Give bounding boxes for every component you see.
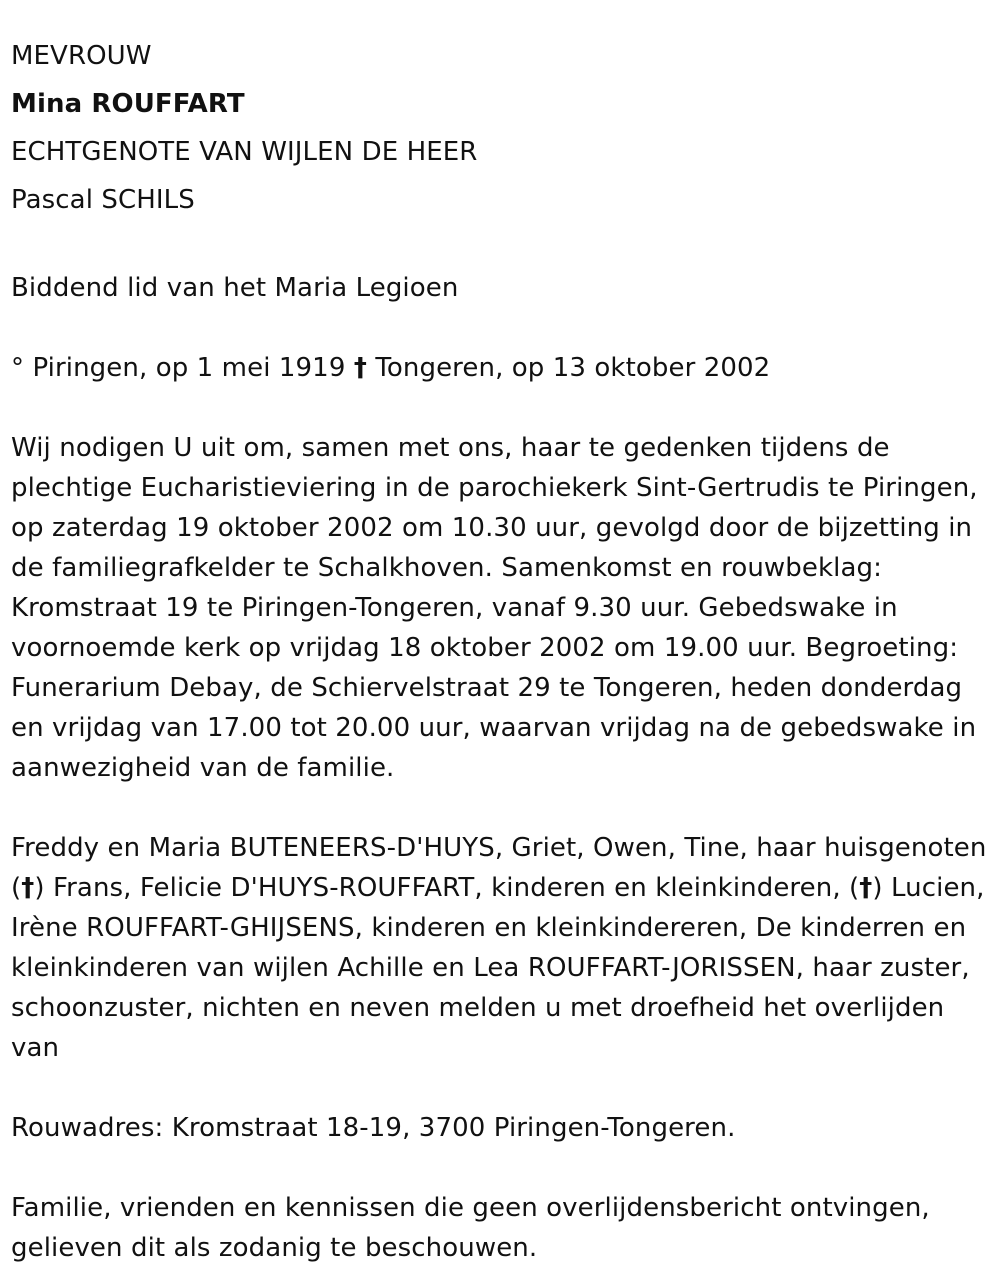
relation-line: ECHTGENOTE VAN WIJLEN DE HEER [11, 137, 478, 167]
birth-info: ° Piringen, op 1 mei 1919 [11, 353, 346, 383]
deceased-name: Mina ROUFFART [11, 89, 245, 119]
obituary-document [11, 36, 991, 1268]
dates-line [11, 348, 991, 388]
family-text-part-2: ) Frans, Felicie D'HUYS-ROUFFART, kinderen en kleinkinderen, ( [34, 873, 860, 903]
invitation-paragraph: Wij nodigen U uit om, samen met ons, haar te gedenken tijdens de plechtige Eucharistieviering in de parochiekerk Sint-Gertrudis te Piringen, op zaterdag 19 oktober 2002 om 10.30 uur, gevolgd door de bijzetting in de familiegrafkelder te Schalkhoven. Samenkomst en rouwbeklag: Kromstraat 19 te Piringen-Tongeren, vanaf 9.30 uur. Gebedswake in voornoemde kerk op vrijdag 18 oktober 2002 om 19.00 uur. Begroeting: Funerarium Debay, de Schiervelstraat 29 te Tongeren, heden donderdag en vrijdag van 17.00 tot 20.00 uur, waarvan vrijdag na de gebedswake in aanwezigheid van de familie. [11, 433, 978, 783]
family-paragraph [11, 828, 991, 1068]
family-text-part-1: Freddy en Maria BUTENEERS-D'HUYS, Griet, Owen, Tine, haar huisgenoten ( [11, 833, 987, 903]
closing-paragraph: Familie, vrienden en kennissen die geen overlijdensbericht ontvingen, gelieven dit als zodanig te beschouwen. [11, 1193, 930, 1263]
spacer [11, 308, 991, 348]
spacer [11, 788, 991, 828]
death-info: Tongeren, op 13 oktober 2002 [375, 353, 771, 383]
cross-icon: † [21, 873, 35, 903]
spacer [11, 388, 991, 428]
family-text-part-3: ) Lucien, Irène ROUFFART-GHIJSENS, kinderen en kleinkindereren, De kinderren en kleinkinderen van wijlen Achille en Lea ROUFFART-JORISSEN, haar zuster, schoonzuster, nichten en neven melden u met droefheid het overlijden van [11, 873, 985, 1063]
membership-line: Biddend lid van het Maria Legioen [11, 273, 459, 303]
spacer [11, 1148, 991, 1188]
cross-icon: † [353, 353, 367, 383]
address-line: Rouwadres: Kromstraat 18-19, 3700 Piringen-Tongeren. [11, 1113, 736, 1143]
cross-icon: † [859, 873, 873, 903]
spacer [11, 228, 991, 268]
spacer [11, 1068, 991, 1108]
spouse-name: Pascal SCHILS [11, 185, 195, 215]
title-prefix: MEVROUW [11, 41, 152, 71]
